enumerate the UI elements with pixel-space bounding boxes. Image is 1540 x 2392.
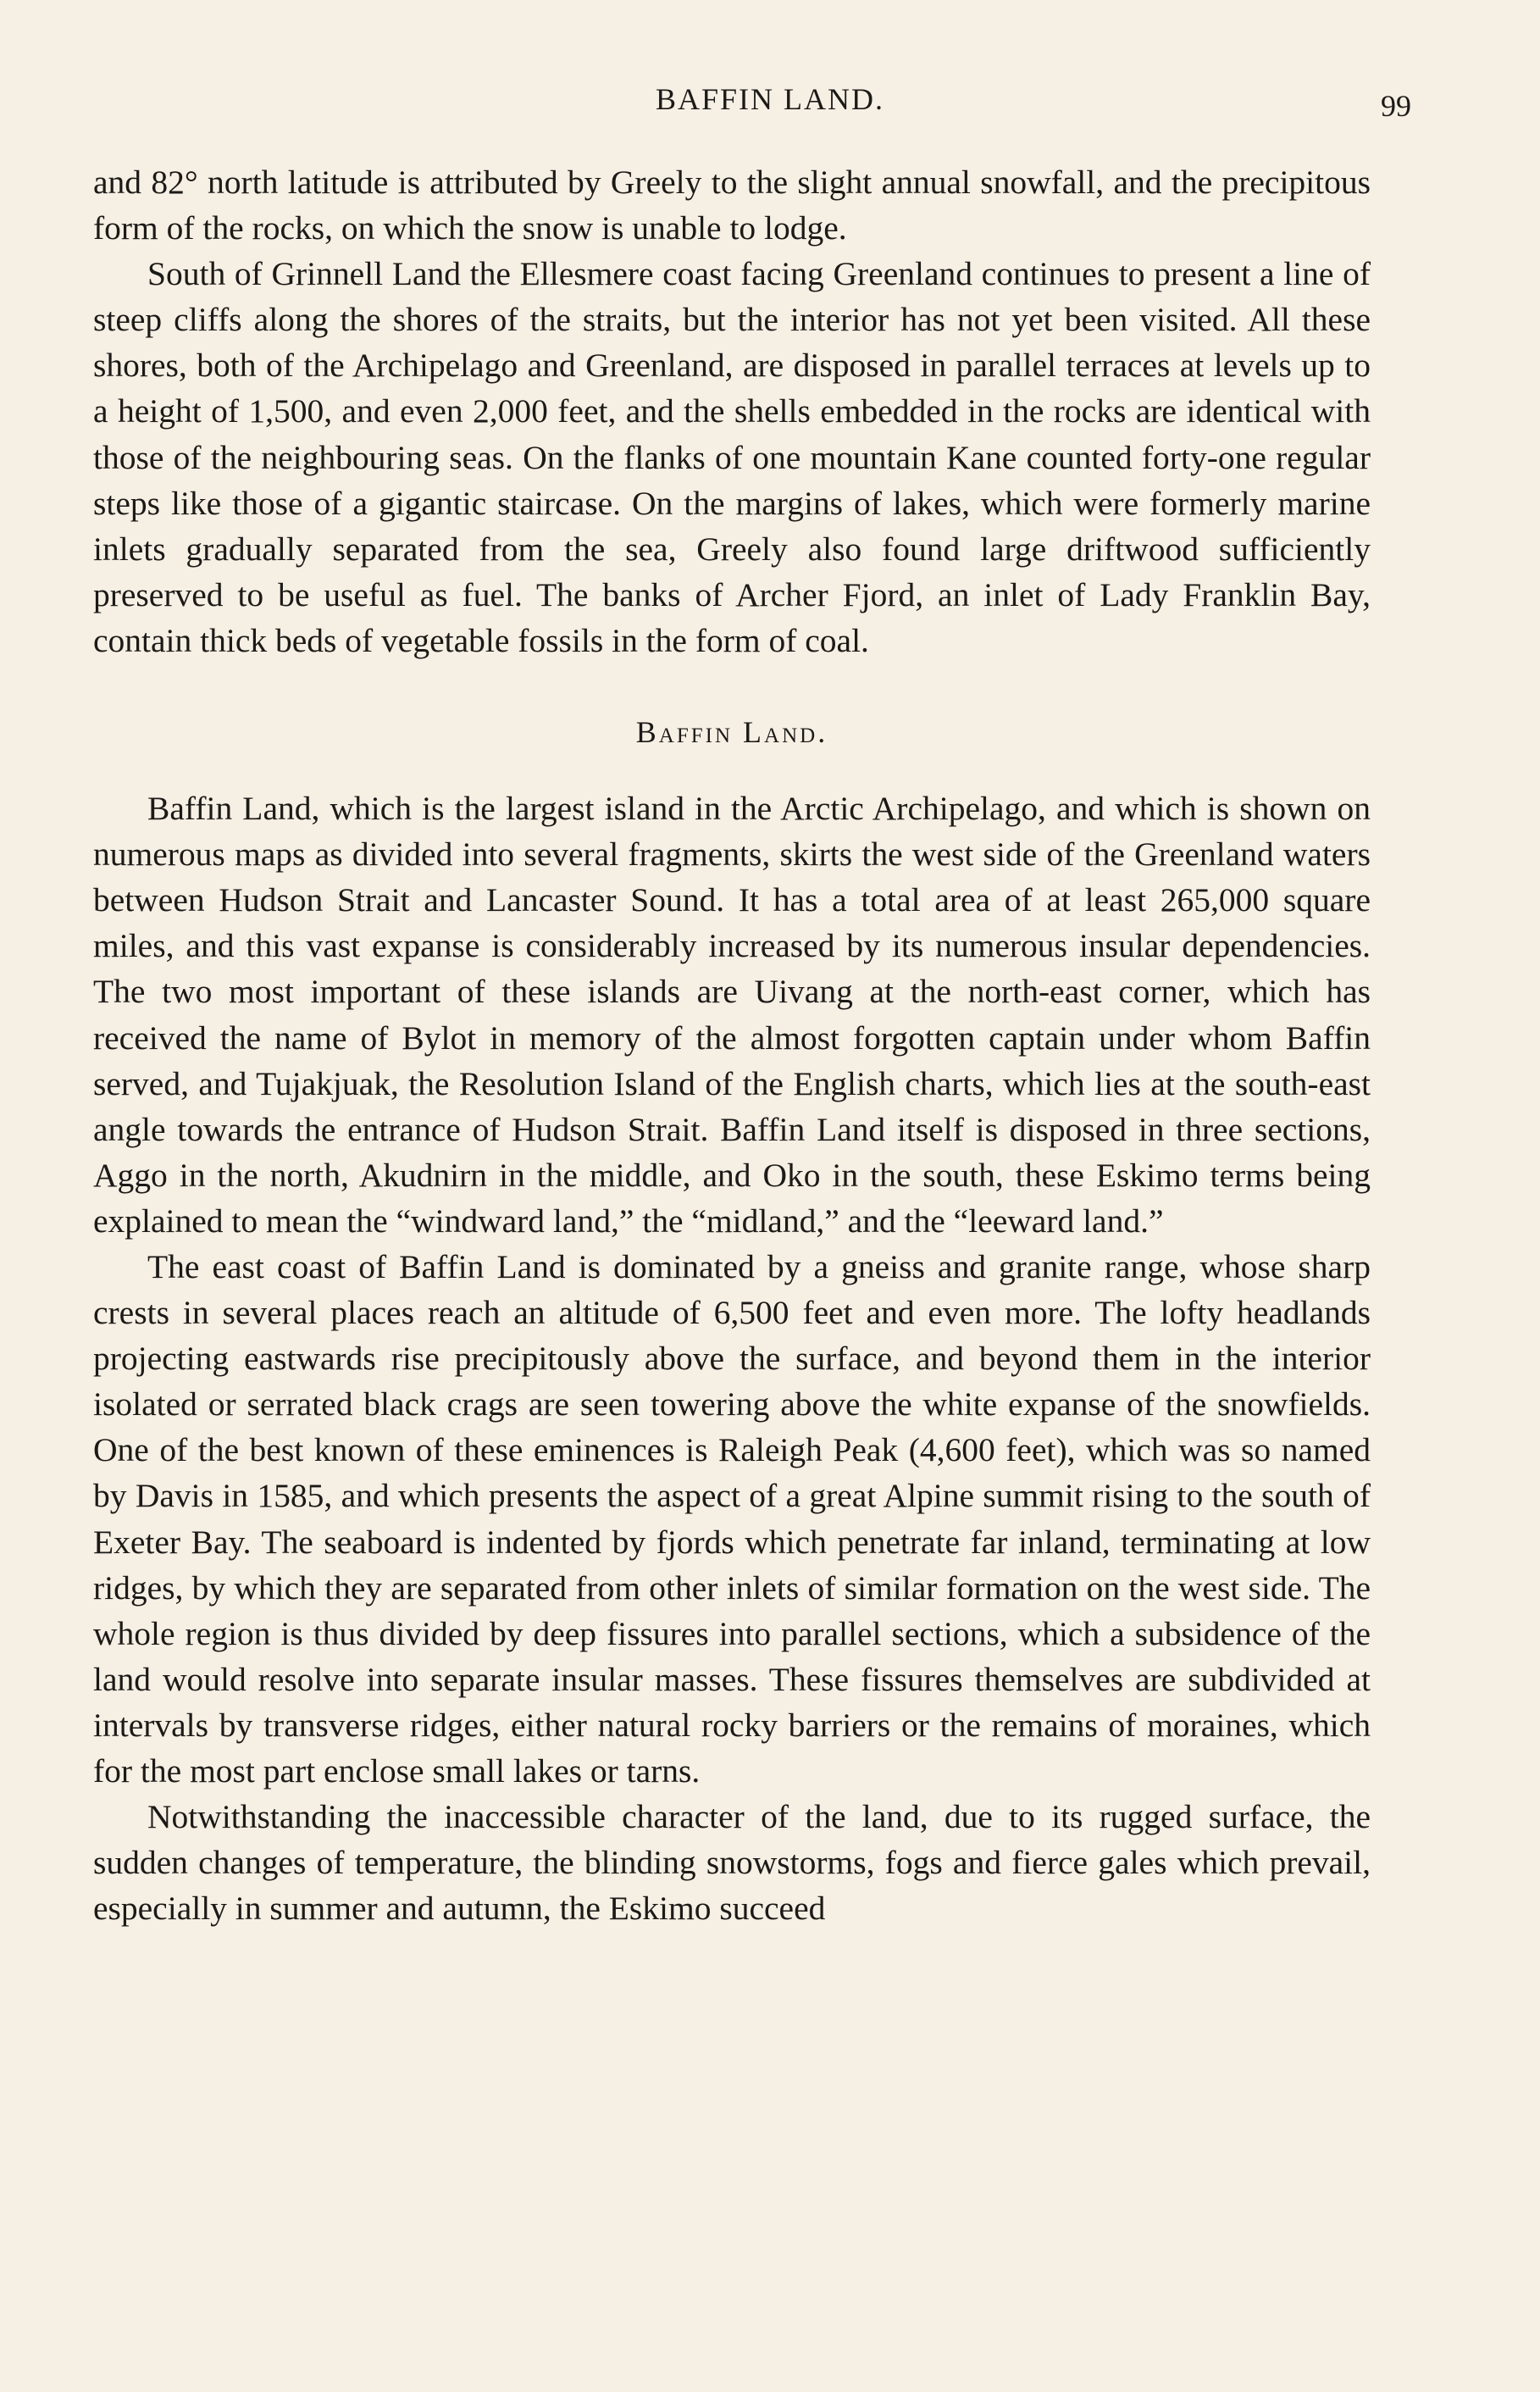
paragraph-eskimo: Notwithstanding the inaccessible character of the land, due to its rugged surface, the sudden changes of temperature, the blinding snowstorms, fogs and fierce gales which prevail, especially in summer and autumn, the Eskimo succeed <box>93 1798 1371 1928</box>
section-heading: Baffin Land. <box>635 715 828 750</box>
paragraph-baffin-land-intro: Baffin Land, which is the largest island in the Arctic Archipelago, and which is shown on numerous maps as divided into several fragments, skirts the west side of the Greenland waters between Hudson Strait and Lancaster Sound. It has a total area of at least 265,000 square miles, and this vast expanse is considerably increased by its numerous insular dependencies. The two most important of these islands are Uivang at the north-east corner, which has received the name of Bylot in memory of the almost forgotten captain under whom Baffin served, and Tujakjuak, the Resolution Island of the English charts, which lies at the south-east angle towards the entrance of Hudson Strait. Baffin Land itself is disposed in three sections, Aggo in the north, Akudnirn in the middle, and Oko in the south, these Eskimo terms being explained to mean the “windward land,” the “midland,” and the “leeward land.” <box>93 790 1371 1240</box>
paragraph-continuation: and 82° north latitude is attributed by Greely to the slight annual snowfall, and the precipitous form of the rocks, on which the snow is unable to lodge. <box>93 164 1371 247</box>
page-number: 99 <box>1381 89 1411 123</box>
paragraph-east-coast: The east coast of Baffin Land is dominated by a gneiss and granite range, whose sharp crests in several places reach an altitude of 6,500 feet and even more. The lofty headlands projecting eastwards rise precipitously above the surface, and beyond them in the interior isolated or serrated black crags are seen towering above the white expanse of the snowfields. One of the best known of these eminences is Raleigh Peak (4,600 feet), which was so named by Davis in 1585, and which presents the aspect of a great Alpine summit rising to the south of Exeter Bay. The seaboard is indented by fjords which penetrate far inland, terminating at low ridges, by which they are separated from other inlets of similar formation on the west side. The whole region is thus divided by deep fissures into parallel sections, which a subsidence of the land would resolve into separate insular masses. These fissures themselves are subdivided at intervals by transverse ridges, either natural rocky barriers or the remains of moraines, which for the most part enclose small lakes or tarns. <box>93 1247 1371 1790</box>
running-head: BAFFIN LAND. <box>655 82 885 116</box>
page-header <box>0 81 1540 132</box>
body-text <box>93 159 1371 1931</box>
paragraph-grinnell-land: South of Grinnell Land the Ellesmere coast facing Greenland continues to present a line of steep cliffs along the shores of the straits, but the interior has not yet been visited. All these shores, both of the Archipelago and Greenland, are disposed in parallel terraces at levels up to a height of 1,500, and even 2,000 feet, and the shells embedded in the rocks are identical with those of the neighbouring seas. On the flanks of one mountain Kane counted forty-one regular steps like those of a gigantic staircase. On the margins of lakes, which were formerly marine inlets gradually separated from the sea, Greely also found large driftwood sufficiently preserved to be useful as fuel. The banks of Archer Fjord, an inlet of Lady Franklin Bay, contain thick beds of vegetable fossils in the form of coal. <box>93 255 1371 659</box>
